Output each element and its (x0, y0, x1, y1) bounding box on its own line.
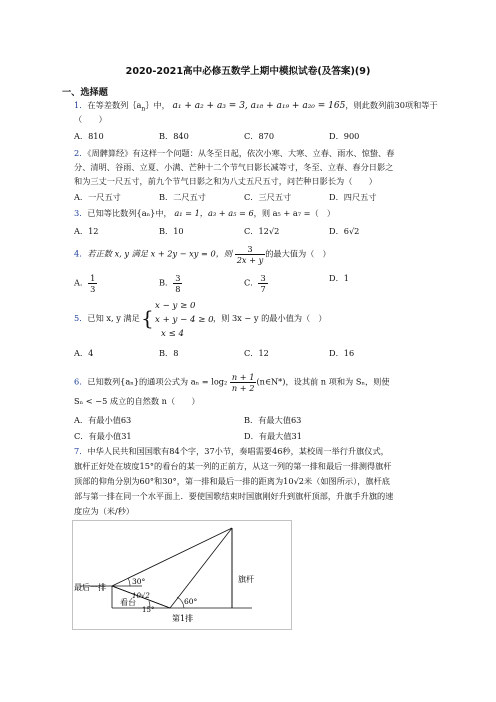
q1-option-a: A．810 (74, 131, 104, 141)
q4-option-a: A． $\frac{1}{3}$ (74, 273, 96, 294)
q6-option-b: B．有最大值63 (244, 415, 302, 425)
q2-option-a: A．一尺五寸 (74, 192, 121, 202)
q5-option-d: D．16 (329, 348, 355, 358)
q2-number: 2． (74, 148, 88, 158)
q5-number: 5． (74, 313, 88, 323)
q5-option-b: B．8 (159, 348, 179, 358)
q6-number: 6． (74, 376, 88, 387)
q5-option-c: C．12 (244, 348, 269, 358)
q3-option-d: D．6√2 (329, 226, 360, 236)
q2-line3: 和为三丈一尺五寸，前九个节气日影之和为八丈五尺五寸，问芒种日影长为（ ） (74, 176, 377, 186)
q5-system (155, 299, 214, 341)
q1-options (74, 131, 414, 142)
q5-ineq-3: x ≤ 4 (161, 329, 184, 339)
question-5 (74, 313, 140, 324)
q6-mid: (n∈N*)，设其前 n 项和为 Sₙ，则使 (256, 376, 390, 387)
q6-text: 已知数列{aₙ}的通项公式为 aₙ = log₂ (87, 376, 228, 387)
q2-line1: 《周髀算经》有这样一个问题：从冬至日起，依次小寒、大寒、立春、雨水、惊蛰、春 (87, 148, 395, 158)
q5-tail: ，则 3x − y 的最小值为（ ） (213, 313, 327, 323)
q2-option-d: D．四尺五寸 (329, 192, 377, 202)
angle-60-label: 60° (184, 597, 198, 606)
q5-options (74, 348, 414, 359)
q7-line2: 旗杆正好处在坡度15°的看台的某一列的正前方，从这一列的第一排和最后一排测得旗杆 (74, 461, 392, 471)
q1-number: 1． (74, 100, 88, 110)
q7-line3: 顶部的仰角分别为60°和30°，第一排和最后一排的距离为10√2米（如图所示），旗杆底 (74, 476, 390, 486)
label-stand: 看台 (120, 598, 136, 607)
q3-option-a: A．12 (74, 226, 99, 236)
q7-line1: 中华人民共和国国歌有84个字，37小节，奏唱需要46秒，某校周一举行升旗仪式， (87, 446, 389, 456)
label-last-row: 最后一排 (74, 583, 106, 592)
q6-fraction: $\frac{n + 1}{n + 2}$ (231, 372, 255, 393)
q6-option-d: D．有最大值31 (244, 431, 302, 441)
q2-line2: 分、清明、谷雨、立夏、小满、芒种十二个节气日影长减等寸，冬至、立春、春分日影之 (74, 162, 394, 172)
q2-options (74, 192, 414, 203)
label-first-row: 第1排 (172, 614, 194, 623)
q1-tail: ，则此数列前30项和等于 (345, 100, 438, 110)
q4-tail: 的最大值为（ ） (265, 248, 331, 259)
q4-option-b: B． $\frac{3}{8}$ (159, 273, 181, 294)
question-2 (74, 148, 394, 159)
q4-options (74, 273, 414, 294)
q6-options (74, 412, 414, 444)
question-1: 1．在等差数列$\{a_n\}$中， a₁ + a₂ + a₃ = 3, a₁₈ + a₁₉ + a₂₀ = 165，则此数列前30项和等于 (74, 100, 438, 113)
page-title: 2020-2021高中必修五数学上期中模拟试卷(及答案)(9) (125, 66, 371, 77)
q6-line2: Sₙ < −5 成立的自然数 n（ ） (74, 396, 200, 406)
q2-option-c: C．三尺五寸 (244, 192, 292, 202)
q6-option-a: A．有最小值63 (74, 415, 132, 425)
q3-text: 已知等比数列{aₙ}中， (87, 208, 172, 218)
q3-option-b: B．10 (159, 226, 184, 236)
q7-line5: 度应为（米/秒） (74, 506, 135, 516)
angle-30-label: 30° (132, 577, 146, 586)
q1-option-d: D．900 (329, 131, 360, 141)
q1-math: a₁ + a₂ + a₃ = 3, a₁₈ + a₁₉ + a₂₀ = 165 (172, 101, 346, 111)
question-7 (74, 446, 389, 457)
q5-text: 已知 x, y 满足 (87, 313, 140, 323)
q1-text: 在等差数列｛a (87, 100, 142, 110)
q6-option-c: C．有最小值31 (74, 431, 132, 441)
q2-option-b: B．二尺五寸 (159, 192, 206, 202)
q4-option-d: D．1 (329, 273, 349, 283)
angle-15-label: 15° (142, 606, 155, 614)
q4-fraction: $\frac{3}{2x + y}$ (236, 244, 264, 265)
q1-option-b: B．840 (159, 131, 189, 141)
q4-text: 若正数 x, y 满足 x + 2y − xy = 0，则 (87, 248, 233, 259)
q1-text2: ｝中， (145, 100, 170, 110)
question-6 (74, 372, 390, 393)
q3-tail: ，则 a₅ + a₇ =（ ） (253, 208, 336, 218)
sight-line-last (112, 528, 232, 586)
q3-option-c: C．12√2 (244, 226, 280, 236)
q3-options (74, 226, 414, 237)
q1-option-c: C．870 (244, 131, 275, 141)
q1-paren: （ ） (74, 114, 107, 124)
question-4 (74, 244, 331, 265)
q3-number: 3． (74, 208, 88, 218)
sight-line-first (170, 528, 232, 608)
q5-brace: { (141, 306, 154, 330)
q7-number: 7． (74, 446, 88, 456)
q5-ineq-1: x − y ≥ 0 (155, 301, 196, 311)
q4-option-c: C． $\frac{3}{7}$ (244, 273, 266, 294)
q5-ineq-2: x + y − 4 ≥ 0 (155, 315, 214, 325)
flagpole-figure (72, 520, 292, 630)
distance-label: 10√2 (132, 592, 150, 600)
section-heading: 一、选择题 (62, 87, 108, 98)
q7-line4: 部与第一排在同一个水平面上．要使国歌结束时国旗刚好升到旗杆顶部，升旗手升旗的速 (74, 491, 394, 501)
label-pole: 旗杆 (238, 575, 254, 584)
q3-math: a₁ = 1，a₃ + a₅ = 6 (174, 208, 254, 218)
q4-number: 4． (74, 248, 88, 259)
q5-option-a: A．4 (74, 348, 94, 358)
question-3 (74, 208, 335, 219)
